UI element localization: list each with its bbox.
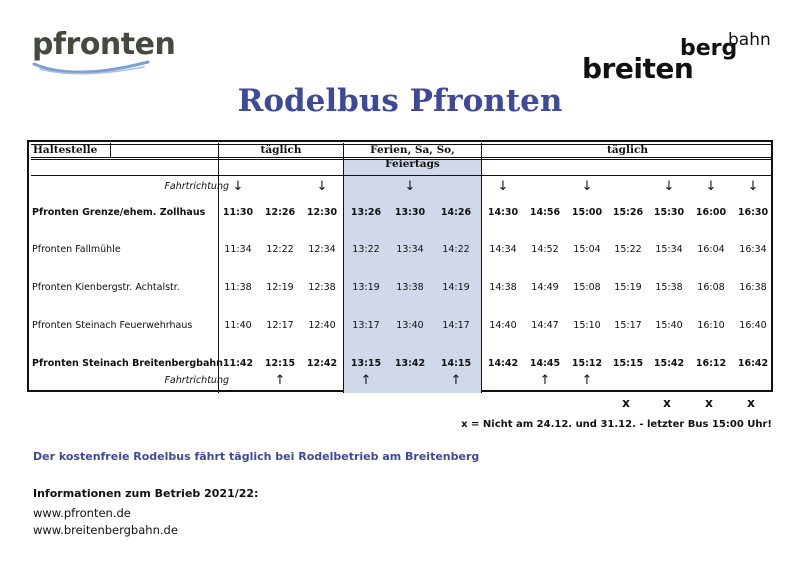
header-group-0: täglich [260, 144, 302, 156]
departure-time: 14:45 [529, 358, 561, 369]
departure-time: 12:19 [266, 282, 294, 293]
departure-time: 13:17 [352, 320, 380, 331]
departure-time: 13:26 [350, 207, 382, 218]
departure-time: 14:47 [531, 320, 559, 331]
page-title: Rodelbus Pfronten [237, 83, 563, 119]
departure-time: 12:34 [308, 244, 336, 255]
grid-line [110, 143, 111, 158]
down-arrow-icon: ↓ [663, 179, 675, 194]
departure-time: 16:38 [739, 282, 767, 293]
x-mark: x [705, 396, 713, 410]
up-arrow-icon: ↑ [539, 373, 551, 388]
stop-name: Pfronten Kienbergstr. Achtalstr. [32, 282, 180, 293]
up-arrow-icon: ↑ [581, 373, 593, 388]
down-arrow-icon: ↓ [747, 179, 759, 194]
header-group-2: täglich [606, 144, 648, 156]
departure-time: 14:26 [440, 207, 472, 218]
departure-time: 16:08 [697, 282, 725, 293]
departure-time: 15:15 [612, 358, 644, 369]
departure-time: 16:04 [697, 244, 725, 255]
up-arrow-icon: ↑ [450, 373, 462, 388]
departure-time: 16:10 [697, 320, 725, 331]
departure-time: 15:40 [655, 320, 683, 331]
departure-time: 15:17 [614, 320, 642, 331]
direction-label-top: Fahrtrichtung [164, 181, 229, 192]
down-arrow-icon: ↓ [404, 179, 416, 194]
departure-time: 14:49 [531, 282, 559, 293]
departure-time: 16:30 [737, 207, 769, 218]
footnote: x = Nicht am 24.12. und 31.12. - letzter Bus 15:00 Uhr! [461, 419, 772, 430]
departure-time: 15:04 [573, 244, 601, 255]
departure-time: 14:42 [487, 358, 519, 369]
departure-time: 12:26 [264, 207, 296, 218]
departure-time: 16:12 [695, 358, 727, 369]
departure-time: 11:40 [224, 320, 252, 331]
departure-time: 13:22 [352, 244, 380, 255]
departure-time: 14:52 [531, 244, 559, 255]
departure-time: 12:42 [306, 358, 338, 369]
x-mark: x [747, 396, 755, 410]
grid-line [31, 175, 773, 176]
departure-time: 15:30 [653, 207, 685, 218]
departure-time: 12:30 [306, 207, 338, 218]
departure-time: 15:22 [614, 244, 642, 255]
departure-time: 14:22 [442, 244, 470, 255]
departure-time: 13:38 [396, 282, 424, 293]
departure-time: 15:19 [614, 282, 642, 293]
departure-time: 14:56 [529, 207, 561, 218]
departure-time: 14:40 [489, 320, 517, 331]
grid-line [343, 143, 344, 393]
grid-line [481, 143, 482, 393]
departure-time: 15:34 [655, 244, 683, 255]
departure-time: 14:34 [489, 244, 517, 255]
stop-name: Pfronten Steinach Breitenbergbahn [32, 358, 223, 369]
departure-time: 12:40 [308, 320, 336, 331]
departure-time: 13:34 [396, 244, 424, 255]
link-breitenbergbahn[interactable]: www.breitenbergbahn.de [33, 523, 178, 537]
departure-time: 12:15 [264, 358, 296, 369]
departure-time: 13:40 [396, 320, 424, 331]
departure-time: 14:17 [442, 320, 470, 331]
departure-time: 15:12 [571, 358, 603, 369]
departure-time: 11:42 [222, 358, 254, 369]
link-pfronten[interactable]: www.pfronten.de [33, 506, 131, 520]
departure-time: 16:40 [739, 320, 767, 331]
x-mark: x [622, 396, 630, 410]
up-arrow-icon: ↑ [274, 373, 286, 388]
down-arrow-icon: ↓ [581, 179, 593, 194]
stop-name: Pfronten Steinach Feuerwehrhaus [32, 320, 193, 331]
departure-time: 12:22 [266, 244, 294, 255]
logo-breiten: breiten [582, 52, 694, 85]
up-arrow-icon: ↑ [360, 373, 372, 388]
departure-time: 16:42 [737, 358, 769, 369]
breitenbergbahn-logo [582, 30, 782, 90]
down-arrow-icon: ↓ [232, 179, 244, 194]
stop-name: Pfronten Grenze/ehem. Zollhaus [32, 207, 206, 218]
stop-name: Pfronten Fallmühle [32, 244, 121, 255]
departure-time: 13:19 [352, 282, 380, 293]
departure-time: 15:38 [655, 282, 683, 293]
departure-time: 16:34 [739, 244, 767, 255]
departure-time: 11:34 [224, 244, 252, 255]
departure-time: 11:38 [224, 282, 252, 293]
departure-time: 15:42 [653, 358, 685, 369]
departure-time: 13:30 [394, 207, 426, 218]
pfronten-logo [32, 28, 175, 76]
departure-time: 14:15 [440, 358, 472, 369]
departure-time: 15:26 [612, 207, 644, 218]
down-arrow-icon: ↓ [497, 179, 509, 194]
departure-time: 11:30 [222, 207, 254, 218]
departure-time: 14:19 [442, 282, 470, 293]
departure-time: 13:15 [350, 358, 382, 369]
header-group-1: Ferien, Sa, So, Feiertags [370, 144, 455, 170]
departure-time: 15:10 [573, 320, 601, 331]
header-haltestelle: Haltestelle [33, 144, 98, 156]
info-blue-text: Der kostenfreie Rodelbus fährt täglich bei Rodelbetrieb am Breitenberg [33, 450, 480, 463]
departure-time: 15:00 [571, 207, 603, 218]
departure-time: 14:30 [487, 207, 519, 218]
departure-time: 15:08 [573, 282, 601, 293]
logo-bahn: bahn [728, 30, 771, 50]
departure-time: 14:38 [489, 282, 517, 293]
direction-label-bottom: Fahrtrichtung [164, 375, 229, 386]
down-arrow-icon: ↓ [705, 179, 717, 194]
logo-berg: berg [680, 36, 738, 61]
departure-time: 12:17 [266, 320, 294, 331]
pfronten-logo-text: pfronten [32, 27, 176, 62]
departure-time: 12:38 [308, 282, 336, 293]
x-mark: x [663, 396, 671, 410]
timetable [27, 140, 773, 392]
departure-time: 13:42 [394, 358, 426, 369]
info-heading: Informationen zum Betrieb 2021/22: [33, 487, 259, 500]
wave-icon [32, 60, 150, 76]
down-arrow-icon: ↓ [316, 179, 328, 194]
departure-time: 16:00 [695, 207, 727, 218]
